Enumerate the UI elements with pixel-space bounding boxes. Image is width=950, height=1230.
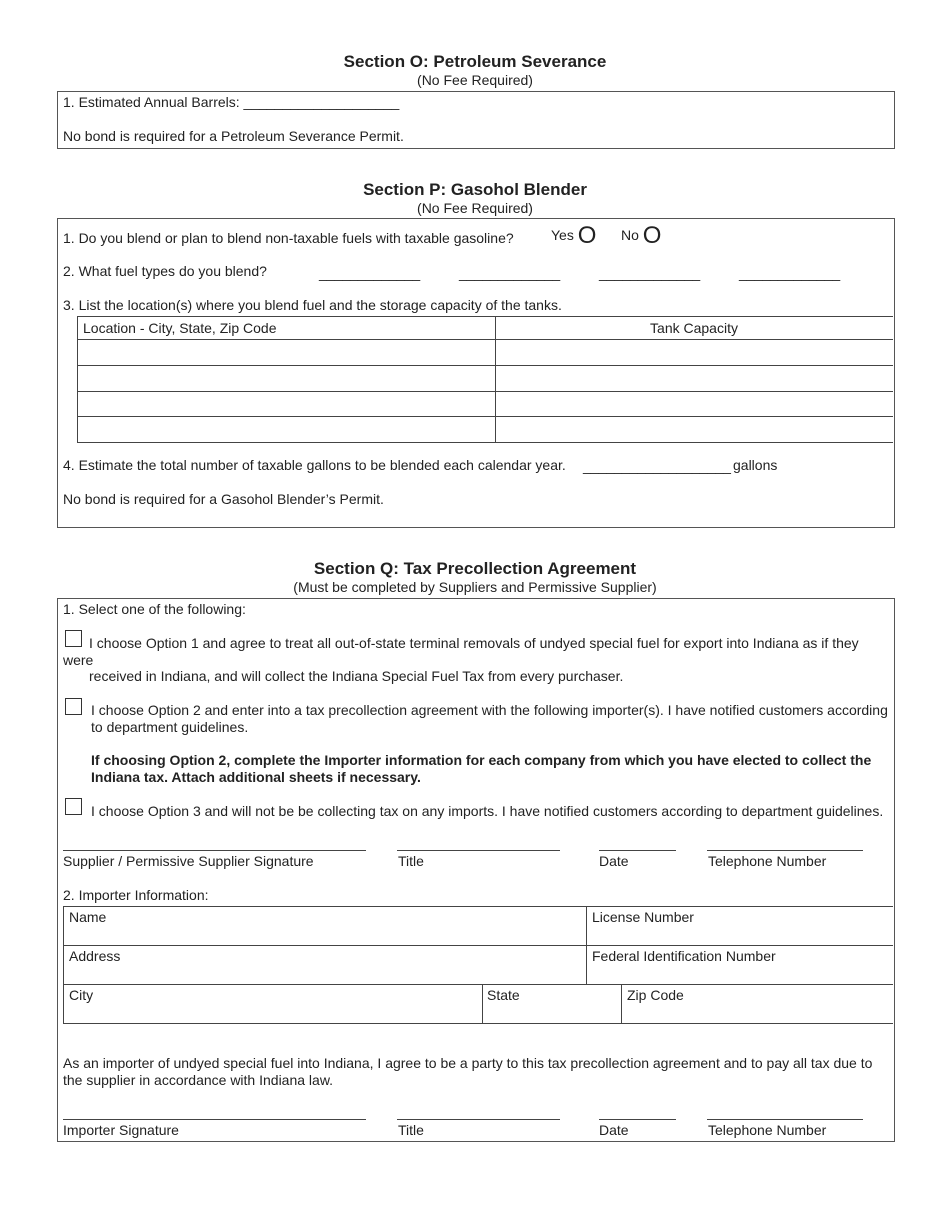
table-line — [77, 442, 893, 443]
blend-question: 1. Do you blend or plan to blend non-taxable fuels with taxable gasoline? — [63, 230, 514, 246]
importer-info-heading: 2. Importer Information: — [63, 887, 209, 903]
importer-license-label: License Number — [592, 909, 694, 925]
supplier-phone-label: Telephone Number — [708, 853, 827, 869]
supplier-title-line[interactable] — [397, 850, 560, 851]
importer-license-field[interactable] — [587, 907, 892, 944]
importer-fein-label: Federal Identification Number — [592, 948, 776, 964]
yes-radio[interactable]: O — [577, 222, 597, 249]
yes-option[interactable] — [551, 222, 597, 249]
supplier-date-line[interactable] — [599, 850, 676, 851]
importer-zip-field[interactable] — [622, 985, 892, 1022]
importer-signature-label: Importer Signature — [63, 1122, 179, 1138]
importer-state-field[interactable] — [483, 985, 620, 1022]
option-1-text: I choose Option 1 and agree to treat all out-of-state terminal removals of undyed special fuel for export into Indiana as if they — [89, 635, 859, 651]
gallons-question: 4. Estimate the total number of taxable gallons to be blended each calendar year. — [63, 457, 566, 473]
importer-fein-field[interactable] — [587, 946, 892, 983]
fuel-type-field-3[interactable]: _____________ — [599, 265, 701, 281]
no-radio[interactable]: O — [642, 222, 662, 249]
capacity-column-header: Tank Capacity — [650, 320, 738, 336]
location-cell[interactable] — [78, 340, 494, 364]
location-cell[interactable] — [78, 366, 494, 390]
estimated-barrels-field[interactable]: 1. Estimated Annual Barrels: ____________________ — [63, 94, 400, 110]
supplier-phone-line[interactable] — [707, 850, 863, 851]
option-3-text: I choose Option 3 and will not be be collecting tax on any imports. I have notified customers according to department guidelines. — [91, 803, 884, 819]
fuel-type-field-2[interactable]: _____________ — [459, 265, 561, 281]
option-1-text-were: were — [63, 652, 94, 668]
grid-line — [63, 1023, 893, 1024]
section-q-title: Section Q: Tax Precollection Agreement — [313, 559, 637, 578]
importer-signature-line[interactable] — [63, 1119, 366, 1120]
section-o-title: Section O: Petroleum Severance — [343, 52, 607, 71]
importer-name-field[interactable] — [64, 907, 585, 944]
importer-city-label: City — [69, 987, 94, 1003]
importer-date-label: Date — [599, 1122, 629, 1138]
locations-question: 3. List the location(s) where you blend fuel and the storage capacity of the tanks. — [63, 297, 562, 313]
capacity-cell[interactable] — [496, 366, 892, 390]
importer-title-line[interactable] — [397, 1119, 560, 1120]
option-2-instruction: If choosing Option 2, complete the Importer information for each company from which you have elected to collect the Indiana tax. Attach additional sheets if necessary. — [91, 752, 872, 785]
no-option[interactable] — [621, 222, 662, 249]
yes-label: Yes — [551, 227, 574, 243]
location-cell[interactable] — [78, 392, 494, 415]
importer-city-field[interactable] — [64, 985, 481, 1022]
importer-state-label: State — [487, 987, 520, 1003]
gallons-field[interactable]: ___________________ — [583, 458, 731, 474]
capacity-cell[interactable] — [496, 392, 892, 415]
option-2-checkbox[interactable] — [65, 698, 82, 715]
gallons-unit: gallons — [733, 457, 778, 473]
section-o-bond-note: No bond is required for a Petroleum Severance Permit. — [63, 128, 404, 144]
location-cell[interactable] — [78, 417, 494, 441]
importer-date-line[interactable] — [599, 1119, 676, 1120]
option-1-text-cont: received in Indiana, and will collect the Indiana Special Fuel Tax from every purchaser. — [89, 668, 624, 684]
capacity-cell[interactable] — [496, 417, 892, 441]
no-label: No — [621, 227, 639, 243]
option-1-checkbox[interactable] — [65, 630, 82, 647]
option-2-text: I choose Option 2 and enter into a tax precollection agreement with the following importer(s). I have notified customers according to department guidelines. — [91, 702, 888, 735]
location-column-header: Location - City, State, Zip Code — [83, 320, 277, 336]
section-o-subtitle: (No Fee Required) — [417, 72, 533, 88]
fuel-types-question: 2. What fuel types do you blend? — [63, 263, 267, 279]
importer-phone-line[interactable] — [707, 1119, 863, 1120]
section-p-title: Section P: Gasohol Blender — [363, 180, 587, 199]
importer-address-field[interactable] — [64, 946, 585, 983]
fuel-type-field-1[interactable]: _____________ — [319, 265, 421, 281]
section-p-subtitle: (No Fee Required) — [417, 200, 533, 216]
supplier-signature-label: Supplier / Permissive Supplier Signature — [63, 853, 314, 869]
capacity-cell[interactable] — [496, 340, 892, 364]
table-line — [77, 316, 893, 317]
fuel-type-field-4[interactable]: _____________ — [739, 265, 841, 281]
option-3-checkbox[interactable] — [65, 798, 82, 815]
importer-title-label: Title — [398, 1122, 424, 1138]
importer-name-label: Name — [69, 909, 107, 925]
supplier-signature-line[interactable] — [63, 850, 366, 851]
select-option-prompt: 1. Select one of the following: — [63, 601, 246, 617]
section-q-subtitle: (Must be completed by Suppliers and Permissive Supplier) — [293, 579, 657, 595]
section-p-bond-note: No bond is required for a Gasohol Blender’s Permit. — [63, 491, 384, 507]
importer-address-label: Address — [69, 948, 121, 964]
importer-zip-label: Zip Code — [627, 987, 684, 1003]
importer-agreement-text: As an importer of undyed special fuel into Indiana, I agree to be a party to this tax precollection agreement and to pay all tax due to the supplier in accordance with Indiana law. — [63, 1055, 873, 1088]
supplier-title-label: Title — [398, 853, 424, 869]
supplier-date-label: Date — [599, 853, 629, 869]
importer-phone-label: Telephone Number — [708, 1122, 827, 1138]
